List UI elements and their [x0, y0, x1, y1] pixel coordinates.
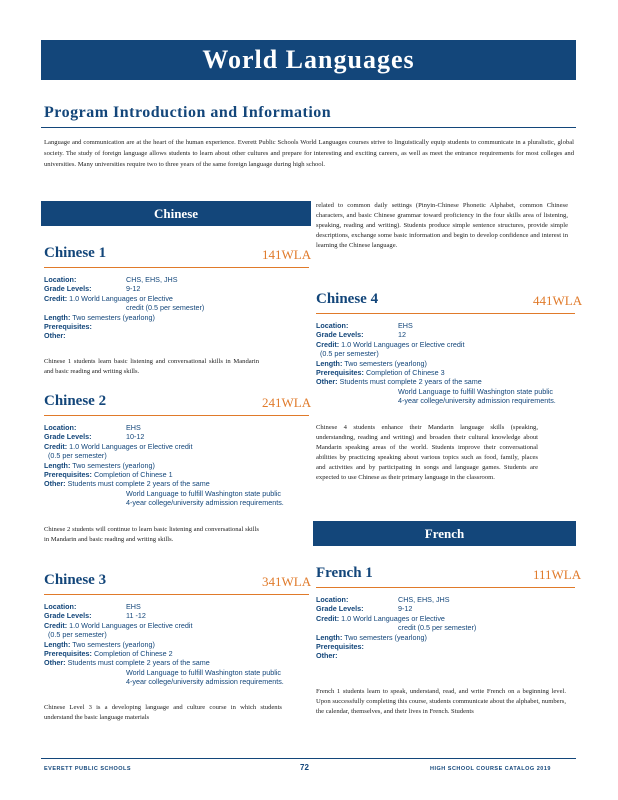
value-credit: 1.0 World Languages or Elective — [341, 613, 445, 623]
course-title-chinese4: Chinese 4 — [316, 291, 379, 307]
course-title-chinese3: Chinese 3 — [44, 572, 107, 588]
label-location: Location: — [316, 321, 349, 330]
label-grade: Grade Levels: — [44, 284, 92, 294]
value-other: Students must complete 2 years of the same — [67, 658, 210, 668]
course-code-chinese1: 141WLA — [262, 247, 312, 262]
course-desc-chinese2: Chinese 2 students will continue to learn basic listening and conversational skills in Mandarin and basic reading and writing skills. — [44, 526, 259, 543]
value-credit: 1.0 World Languages or Elective credit — [69, 620, 193, 630]
label-length: Length: — [44, 460, 71, 470]
course-info-chinese3 — [44, 602, 309, 687]
course-rule — [44, 415, 309, 416]
course-title-french1: French 1 — [316, 565, 373, 581]
label-grade: Grade Levels: — [316, 604, 364, 614]
value-length: Two semesters (yearlong) — [344, 358, 427, 368]
value-other-cont: World Language to fulfill Washington state public — [126, 488, 282, 498]
course-desc-chinese3-cont: related to common daily settings (Pinyin-Chinese Phonetic Alphabet, common Chinese characters, and basic Chinese grammar toward proficiency in the four skills area of listening, speaking, reading and writing). Students produce simple sentence structures, provide simple descriptions, exchange some basic information and begin to develop confidence and interest in learning the Chinese language. — [316, 202, 568, 249]
value-other-cont: World Language to fulfill Washington state public — [398, 386, 554, 396]
label-credit: Credit: — [316, 613, 340, 623]
label-location: Location: — [44, 423, 77, 432]
course-code-french1: 111WLA — [533, 567, 582, 582]
label-grade: Grade Levels: — [316, 330, 364, 340]
section-banner-french — [313, 521, 576, 546]
page-banner — [41, 40, 576, 80]
page-number: 72 — [300, 763, 309, 772]
label-credit: Credit: — [44, 293, 68, 303]
label-other: Other: — [44, 658, 66, 668]
value-grade: 10-12 — [126, 432, 145, 442]
label-location: Location: — [44, 275, 77, 284]
label-location: Location: — [44, 602, 77, 611]
program-intro: Language and communication are at the heart of the human experience. Everett Public Schools World Languages courses strive to linguistically equip students to communicate in a pluralistic, global society. The study of foreign language allows students to learn about other cultures and prepare for interesting and exciting careers, as well as meet the entrance requirements for most colleges and universities. Many universities require two to three years of the same foreign language during high school. — [44, 139, 574, 168]
section-banner-label: French — [424, 525, 465, 541]
value-location: CHS, EHS, JHS — [398, 595, 450, 604]
course-desc-chinese3: Chinese Level 3 is a developing language and culture course in which students understand the basic language materials — [44, 704, 282, 721]
value-other-cont: World Language to fulfill Washington state public — [126, 667, 282, 677]
course-info-chinese2 — [44, 423, 309, 508]
value-prereq: Completion of Chinese 3 — [365, 368, 445, 378]
course-code-chinese2: 241WLA — [262, 395, 312, 410]
label-credit: Credit: — [316, 339, 340, 349]
value-credit: 1.0 World Languages or Elective credit — [69, 441, 193, 451]
value-other-cont2: 4-year college/university admission requirements. — [398, 396, 556, 406]
label-other: Other: — [316, 377, 338, 387]
label-prereq: Prerequisites: — [316, 642, 364, 652]
section-rule — [41, 127, 576, 128]
page-title: World Languages — [202, 45, 415, 74]
course-desc-french1: French 1 students learn to speak, understand, read, and write French on a beginning level. Upon successfully completing this course, students communicate about the alphabet, numbers, the calendar, themselves, and their lives in French. Students — [316, 688, 566, 715]
course-title-chinese2: Chinese 2 — [44, 393, 107, 409]
label-prereq: Prerequisites: — [44, 649, 92, 659]
value-prereq: Completion of Chinese 1 — [93, 470, 173, 480]
value-credit-cont: credit (0.5 per semester) — [398, 623, 477, 633]
label-prereq: Prerequisites: — [44, 470, 92, 480]
course-code-chinese4: 441WLA — [533, 293, 583, 308]
course-rule — [44, 267, 309, 268]
value-length: Two semesters (yearlong) — [72, 639, 155, 649]
course-code-chinese3: 341WLA — [262, 574, 312, 589]
course-title-chinese1: Chinese 1 — [44, 245, 107, 261]
value-credit: 1.0 World Languages or Elective — [69, 293, 173, 303]
label-prereq: Prerequisites: — [316, 368, 364, 378]
footer-rule — [41, 758, 576, 759]
value-credit: 1.0 World Languages or Elective credit — [341, 339, 465, 349]
value-other-cont2: 4-year college/university admission requirements. — [126, 498, 284, 508]
label-other: Other: — [44, 331, 66, 341]
course-info-chinese1 — [44, 275, 309, 341]
value-other: Students must complete 2 years of the same — [339, 377, 482, 387]
footer-catalog: HIGH SCHOOL COURSE CATALOG 2019 — [430, 766, 551, 772]
course-rule — [316, 587, 575, 588]
label-other: Other: — [44, 479, 66, 489]
value-other: Students must complete 2 years of the same — [67, 479, 210, 489]
label-other: Other: — [316, 651, 338, 661]
value-length: Two semesters (yearlong) — [344, 632, 427, 642]
value-credit-cont: credit (0.5 per semester) — [126, 303, 205, 313]
value-location: EHS — [398, 321, 413, 330]
section-banner-chinese — [41, 201, 311, 226]
value-credit-cont: (0.5 per semester) — [48, 451, 107, 461]
label-length: Length: — [316, 632, 343, 642]
label-length: Length: — [44, 312, 71, 322]
label-length: Length: — [44, 639, 71, 649]
label-credit: Credit: — [44, 441, 68, 451]
value-location: EHS — [126, 602, 141, 611]
label-prereq: Prerequisites: — [44, 322, 92, 332]
value-other-cont2: 4-year college/university admission requirements. — [126, 677, 284, 687]
value-length: Two semesters (yearlong) — [72, 312, 155, 322]
section-title-program: Program Introduction and Information — [44, 104, 332, 121]
label-grade: Grade Levels: — [44, 432, 92, 442]
label-credit: Credit: — [44, 620, 68, 630]
value-credit-cont: (0.5 per semester) — [320, 349, 379, 359]
value-length: Two semesters (yearlong) — [72, 460, 155, 470]
value-grade: 9-12 — [126, 284, 141, 294]
value-grade: 11 -12 — [126, 611, 146, 621]
value-location: EHS — [126, 423, 141, 432]
course-desc-chinese4: Chinese 4 students enhance their Mandarin language skills (speaking, understanding, reading and writing) and broaden their cultural knowledge about Mandarin speaking areas of the world. Students improve their conversational abilities by practicing speaking about various topics such as food, family, places and activities and by participating in songs and language games. Students are expected to use Chinese as their primary language in the classroom. — [316, 424, 538, 481]
course-desc-chinese1: Chinese 1 students learn basic listening and conversational skills in Mandarin and basic reading and writing skills. — [44, 358, 259, 375]
label-length: Length: — [316, 358, 343, 368]
value-location: CHS, EHS, JHS — [126, 275, 178, 284]
course-info-chinese4 — [316, 321, 575, 406]
course-rule — [44, 594, 309, 595]
value-grade: 12 — [398, 330, 406, 340]
footer-district: EVERETT PUBLIC SCHOOLS — [44, 766, 132, 772]
section-banner-label: Chinese — [153, 205, 199, 221]
label-location: Location: — [316, 595, 349, 604]
value-prereq: Completion of Chinese 2 — [93, 649, 173, 659]
course-info-french1 — [316, 595, 575, 661]
value-credit-cont: (0.5 per semester) — [48, 630, 107, 640]
label-grade: Grade Levels: — [44, 611, 92, 621]
value-grade: 9-12 — [398, 604, 413, 614]
course-rule — [316, 313, 575, 314]
